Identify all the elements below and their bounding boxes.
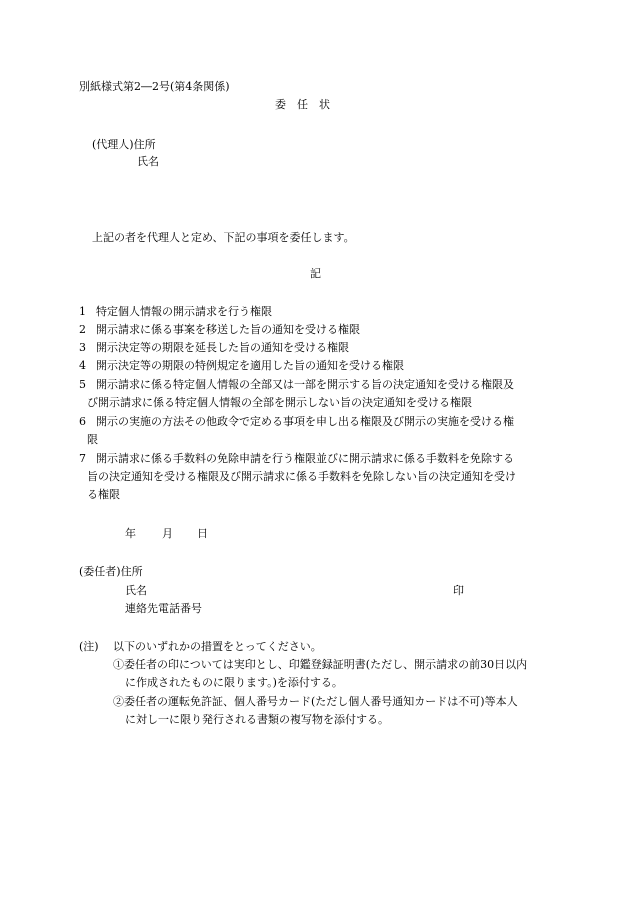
note-item-continued: に対し一に限り発行される書類の複写物を添付する。 [125,713,389,726]
list-item [79,306,272,317]
note-item-continued: に作成されたものに限ります。)を添付する。 [125,676,343,689]
item-number: 6 [79,415,86,428]
item-text: 開示の実施の方法その他政令で定める事項を申し出る権限及び開示の実施を受ける権 [96,415,514,428]
note-item: ②委任者の運転免許証、個人番号カード(ただし個人番号通知カードは不可)等本人 [113,695,518,708]
date-month-label: 月 [162,527,173,540]
list-item [79,342,349,353]
item-number: 2 [79,323,86,336]
item-number: 5 [79,378,86,391]
item-text: 開示請求に係る手数料の免除申請を行う権限並びに開示請求に係る手数料を免除する [96,452,514,465]
item-text-continued: 旨の決定通知を受ける権限及び開示請求に係る手数料を免除しない旨の決定通知を受け [87,470,516,483]
item-text-continued: 限 [87,433,98,446]
item-text-continued: び開示請求に係る特定個人情報の全部を開示しない旨の決定通知を受ける権限 [87,396,472,409]
document-title: 委 任 状 [275,98,330,111]
date-day-label: 日 [197,527,208,540]
principal-name-label: 氏名 [125,584,147,597]
agent-address-label: (代理人)住所 [92,138,156,151]
principal-phone-label: 連絡先電話番号 [125,602,202,615]
item-number: 3 [79,341,86,354]
item-text: 特定個人情報の開示請求を行う権限 [96,305,272,318]
list-item [79,360,404,371]
date-year-label: 年 [125,527,136,540]
item-number: 7 [79,452,86,465]
ki-heading: 記 [310,267,321,280]
item-text-continued: る権限 [87,488,120,501]
seal-label: 印 [453,584,464,597]
note-label: (注) [79,640,99,653]
intro-text: 上記の者を代理人と定め、下記の事項を委任します。 [92,231,355,244]
list-item [79,453,514,464]
note-text: 以下のいずれかの措置をとってください。 [113,640,322,653]
form-number: 別紙様式第2―2号(第4条関係) [79,80,230,93]
item-text: 開示決定等の期限を延長した旨の通知を受ける権限 [96,341,349,354]
note-item: ①委任者の印については実印とし、印鑑登録証明書(ただし、開示請求の前30日以内 [113,658,528,671]
agent-name-label: 氏名 [137,155,159,168]
item-text: 開示請求に係る事案を移送した旨の通知を受ける権限 [96,323,360,336]
list-item [79,379,514,390]
list-item [79,416,514,427]
item-text: 開示請求に係る特定個人情報の全部又は一部を開示する旨の決定通知を受ける権限及 [96,378,514,391]
item-number: 1 [79,305,86,318]
list-item [79,324,360,335]
item-text: 開示決定等の期限の特例規定を適用した旨の通知を受ける権限 [96,359,404,372]
item-number: 4 [79,359,86,372]
principal-address-label: (委任者)住所 [79,565,143,578]
